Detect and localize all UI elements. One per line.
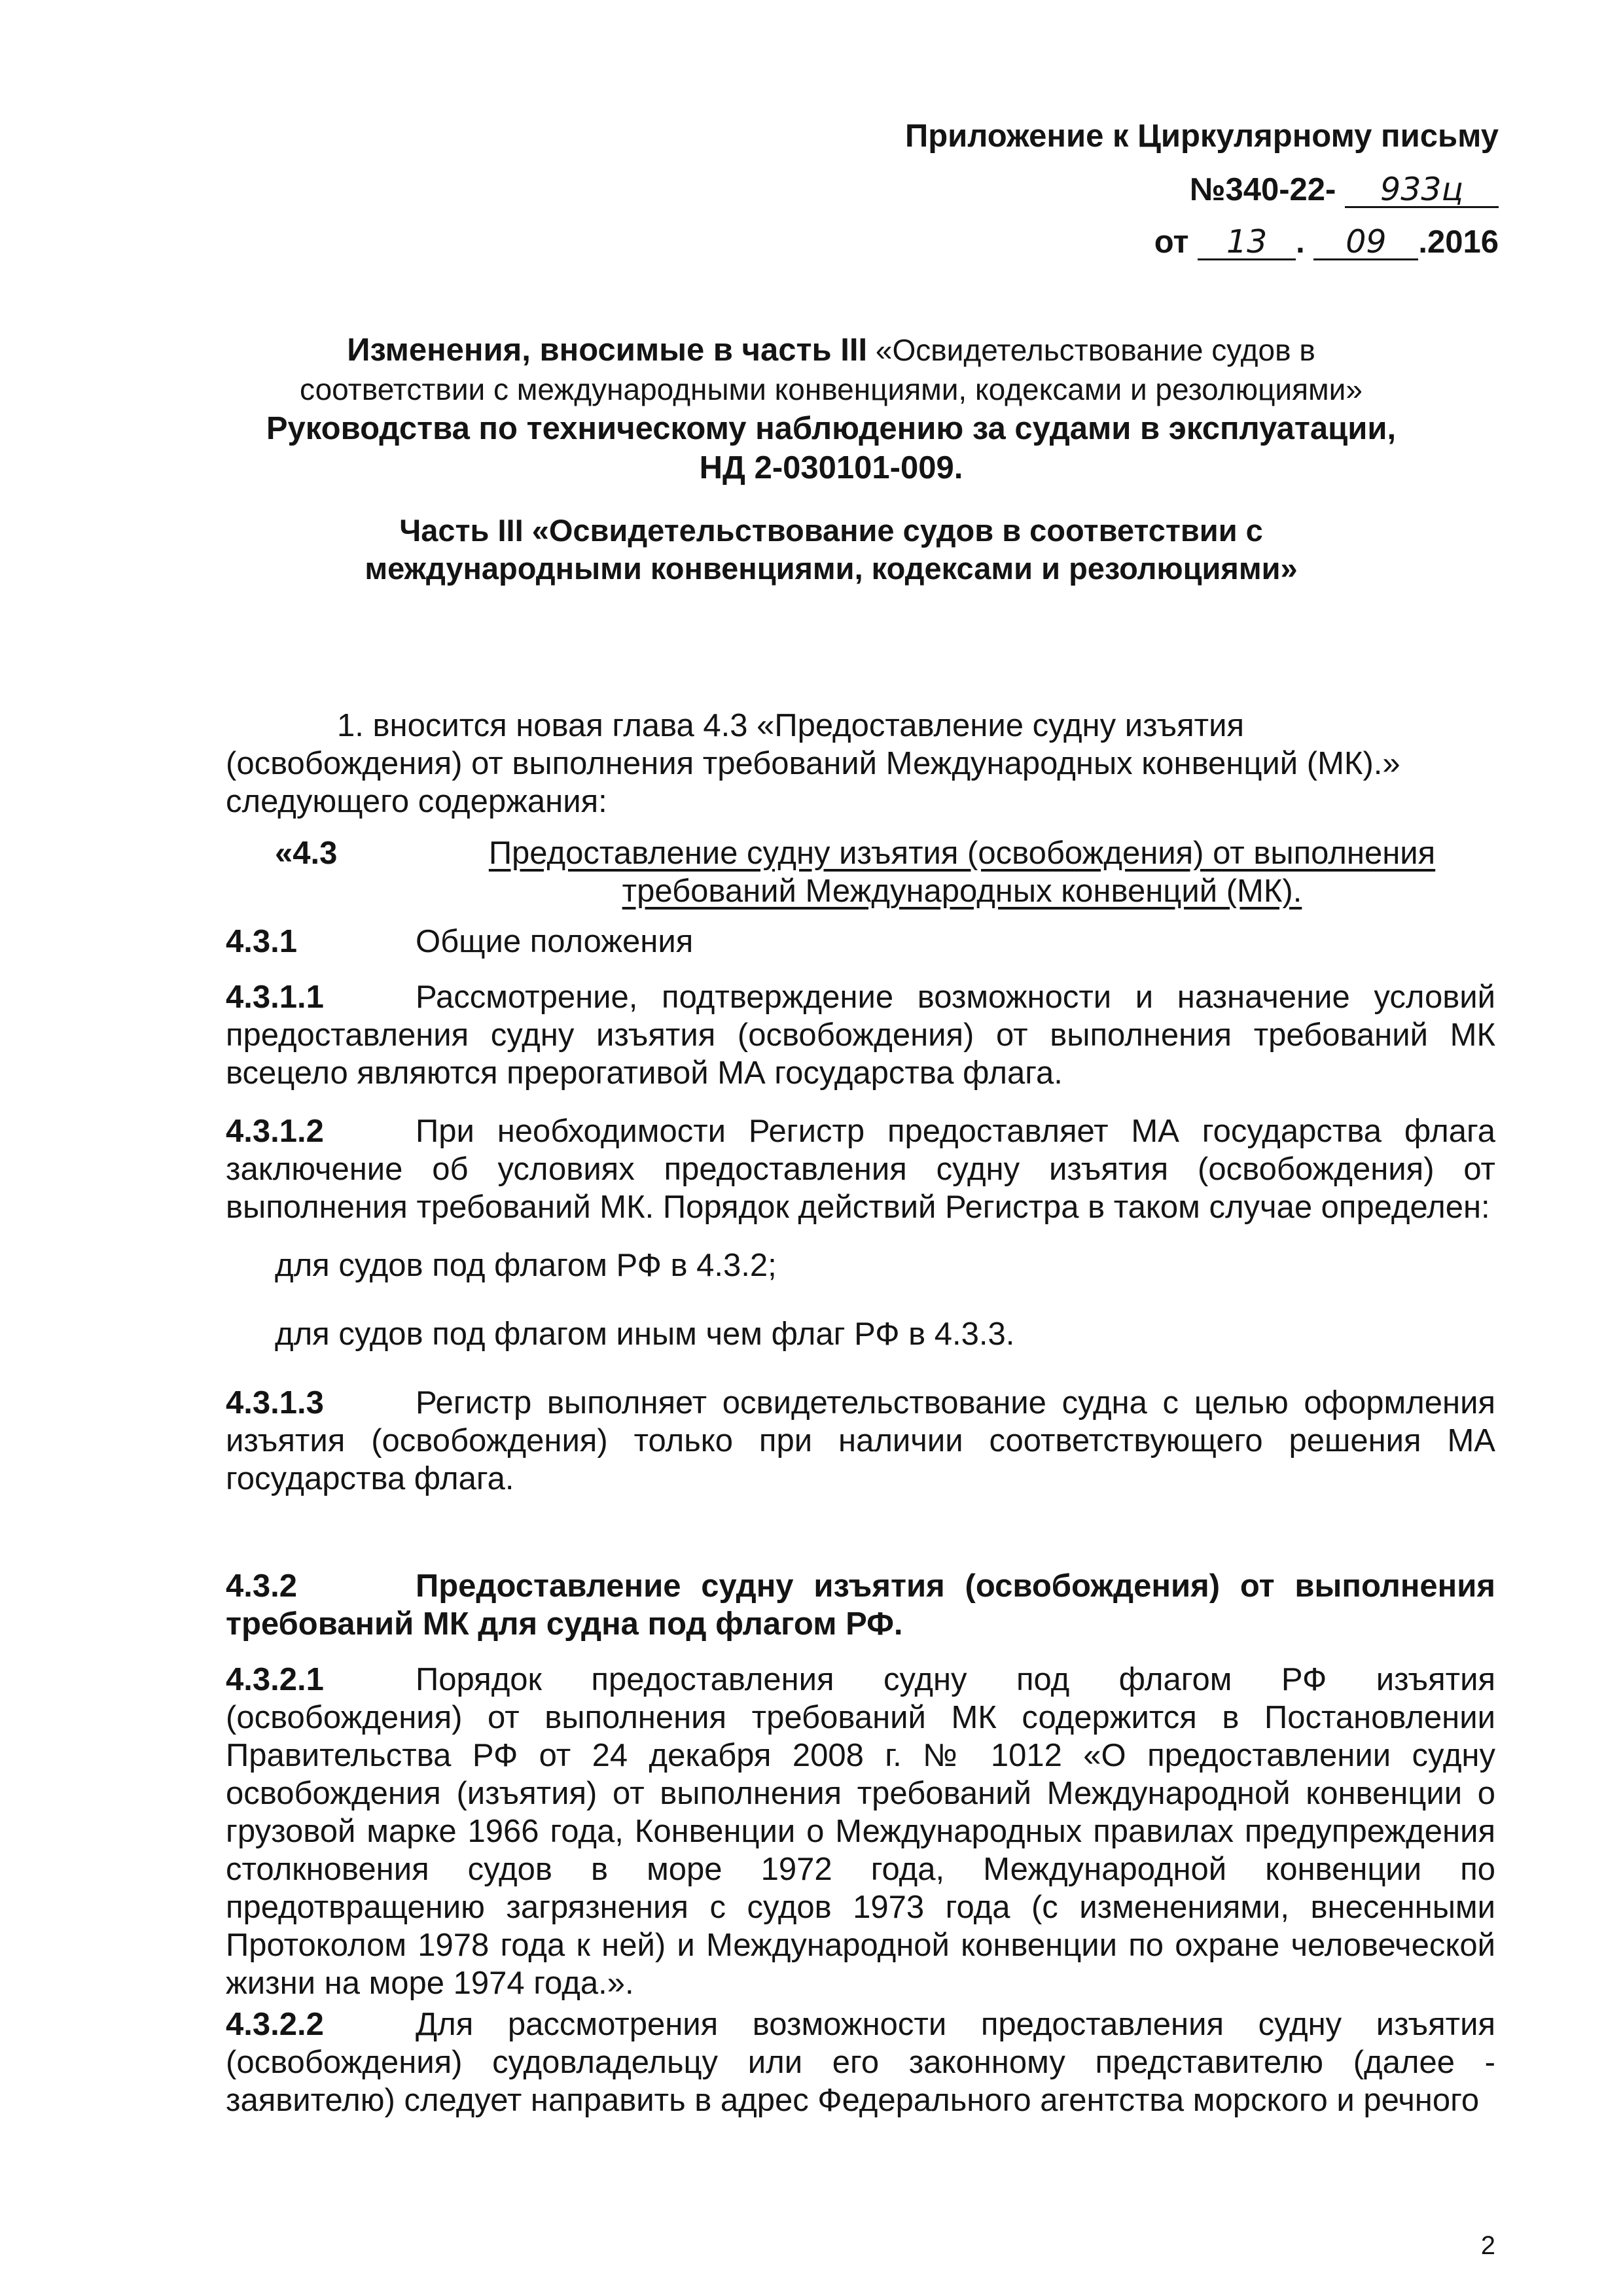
changes-heading-bold-end: Руководства по техническому наблюдению за судами в эксплуатации, НД 2-030101-009.	[266, 411, 1397, 486]
appendix-label: Приложение к Циркулярному письму	[904, 118, 1499, 154]
section-4-3-1-3-text: Регистр выполняет освидетельствование судна с целью оформления изъятия (освобождения) только при наличии соответствующего решения МА государства флага.	[226, 1385, 1495, 1496]
letter-number	[1190, 171, 1499, 208]
section-4-3-1-2-item-1: для судов под флагом РФ в 4.3.2;	[275, 1248, 777, 1283]
page-number: 2	[1480, 2231, 1495, 2260]
section-4-3-2-2	[226, 2005, 1495, 2119]
section-4-3-1-2-number: 4.3.1.2	[226, 1114, 324, 1149]
part-title: Часть III «Освидетельствование судов в соответствии с международными конвенциями, кодексами и резолюциями»	[365, 513, 1298, 586]
chapter-title: Предоставление судну изъятия (освобождения) от выполнения требований Международных конвенций (МК).	[488, 836, 1436, 909]
date-separator: .	[1296, 224, 1305, 260]
changes-heading-normal: «Освидетельствование судов в соответствии с международными конвенциями, кодексами и резолюциями»	[300, 333, 1363, 406]
section-4-3-1-1-number: 4.3.1.1	[226, 980, 324, 1015]
item-1-text: 1. вносится новая глава 4.3 «Предоставление судну изъятия (освобождения) от выполнения требований Международных конвенций (МК).» следующего содержания:	[226, 708, 1400, 819]
section-4-3-2-1-text: Порядок предоставления судну под флагом РФ изъятия (освобождения) от выполнения требований МК содержится в Постановлении Правительства РФ от 24 декабря 2008 г. № 1012 «О предоставлении судну освобождения (изъятия) от выполнения требований Международной конвенции о грузовой марке 1966 года, Конвенции о Международных правилах предупреждения столкновения судов в море 1972 года, Международной конвенции по предотвращению загрязнения с судов 1973 года (с изменениями, внесенными Протоколом 1978 года к ней) и Международной конвенции по охране человеческой жизни на море 1974 года.».	[226, 1662, 1495, 2001]
letter-date	[1154, 224, 1499, 260]
section-4-3-2	[226, 1567, 1495, 1643]
date-month: 09	[1313, 225, 1418, 260]
section-4-3-2-number: 4.3.2	[226, 1568, 297, 1604]
letter-number-value: 933ц	[1345, 173, 1499, 208]
chapter-number: «4.3	[275, 836, 338, 871]
section-4-3-2-title: Предоставление судну изъятия (освобождения) от выполнения требований МК для судна под флагом РФ.	[226, 1568, 1495, 1642]
section-4-3-1-title: Общие положения	[416, 924, 694, 959]
section-4-3-1-1-text: Рассмотрение, подтверждение возможности и назначение условий предоставления судну изъятия (освобождения) от выполнения требований МК всецело являются прерогативой МА государства флага.	[226, 980, 1495, 1091]
section-4-3-1-3-number: 4.3.1.3	[226, 1385, 324, 1421]
section-4-3-1-number: 4.3.1	[226, 924, 297, 959]
changes-heading	[262, 330, 1400, 487]
section-4-3-1	[226, 923, 1495, 961]
changes-heading-bold-start: Изменения, вносимые в часть III	[347, 332, 868, 368]
letter-number-prefix: №340-22-	[1189, 172, 1336, 207]
section-4-3-2-2-number: 4.3.2.2	[226, 2007, 324, 2042]
date-year: .2016	[1418, 224, 1499, 260]
section-4-3-2-1	[226, 1661, 1495, 2002]
section-4-3-1-1	[226, 978, 1495, 1092]
section-4-3-1-2-text: При необходимости Регистр предоставляет МА государства флага заключение об условиях предоставления судну изъятия (освобождения) от выполнения требований МК. Порядок действий Регистра в таком случае определен:	[226, 1114, 1495, 1225]
date-prefix: от	[1154, 224, 1189, 260]
section-4-3-1-2	[226, 1112, 1495, 1226]
section-4-3-2-2-text: Для рассмотрения возможности предоставления судну изъятия (освобождения) судовладельцу или его законному представителю (далее - заявителю) следует направить в адрес Федерального агентства морского и речного	[226, 2007, 1495, 2118]
section-4-3-1-3	[226, 1384, 1495, 1498]
date-day: 13	[1198, 225, 1296, 260]
section-4-3-1-2-item-2: для судов под флагом иным чем флаг РФ в 4.3.3.	[275, 1316, 1015, 1352]
section-4-3-2-1-number: 4.3.2.1	[226, 1662, 324, 1697]
